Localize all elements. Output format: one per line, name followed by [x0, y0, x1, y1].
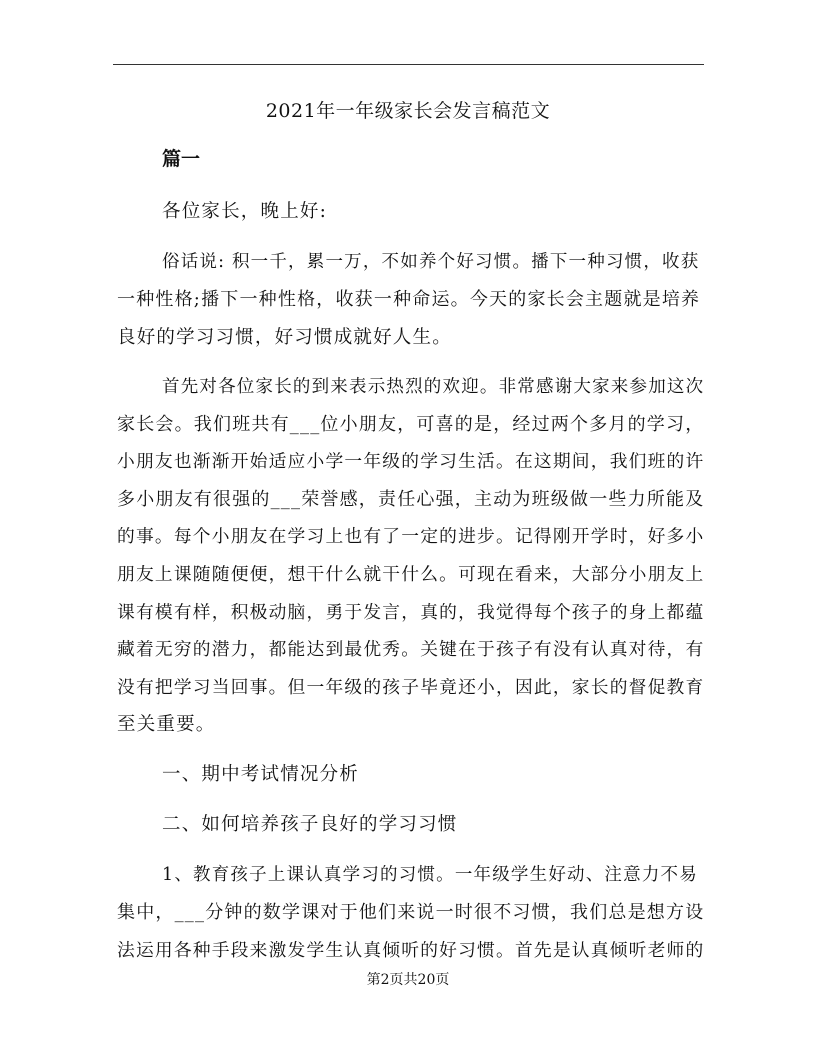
paragraph-line: 多小朋友有很强的___荣誉感，责任心强，主动为班级做一些力所能及	[117, 489, 705, 510]
subheading-line: 一、期中考试情况分析	[162, 764, 360, 785]
paragraph-line: 1、教育孩子上课认真学习的习惯。一年级学生好动、注意力不易	[162, 865, 698, 885]
paragraph-line: 首先对各位家长的到来表示热烈的欢迎。非常感谢大家来参加这次	[162, 377, 705, 397]
paragraph-line: 藏着无穷的潜力，都能达到最优秀。关键在于孩子有没有认真对待，有	[117, 640, 705, 660]
paragraph-line: 至关重要。	[117, 714, 216, 735]
subheading-line: 二、如何培养孩子良好的学习习惯	[162, 814, 458, 835]
paragraph-line: 没有把学习当回事。但一年级的孩子毕竟还小，因此，家长的督促教育	[117, 678, 705, 698]
document-title: 2021年一年级家长会发言稿范文	[265, 100, 551, 122]
paragraph-line: 家长会。我们班共有___位小朋友，可喜的是，经过两个多月的学习，	[117, 414, 705, 435]
section-heading: 篇一	[162, 148, 201, 170]
paragraph-line: 朋友上课随随便便，想干什么就干什么。可现在看来，大部分小朋友上	[117, 565, 705, 585]
paragraph-line: 课有模有样，积极动脑，勇于发言，真的，我觉得每个孩子的身上都蕴	[117, 603, 705, 623]
page-footer: 第2页共20页	[366, 972, 450, 988]
paragraph-line: 法运用各种手段来激发学生认真倾听的好习惯。首先是认真倾听老师的	[117, 941, 705, 961]
header-rule	[113, 64, 704, 65]
paragraph-line: 良好的学习习惯，好习惯成就好人生。	[117, 327, 452, 348]
paragraph-line: 一种性格;播下一种性格，收获一种命运。今天的家长会主题就是培养	[117, 289, 701, 310]
greeting-line: 各位家长，晚上好:	[162, 201, 328, 222]
paragraph-line: 集中，___分钟的数学课对于他们来说一时很不习惯，我们总是想方设	[117, 902, 705, 923]
paragraph-line: 的事。每个小朋友在学习上也有了一定的进步。记得刚开学时，好多小	[117, 527, 705, 547]
paragraph-line: 小朋友也渐渐开始适应小学一年级的学习生活。在这期间，我们班的许	[117, 452, 705, 472]
paragraph-line: 俗话说: 积一千，累一万，不如养个好习惯。播下一种习惯，收获	[162, 252, 700, 272]
